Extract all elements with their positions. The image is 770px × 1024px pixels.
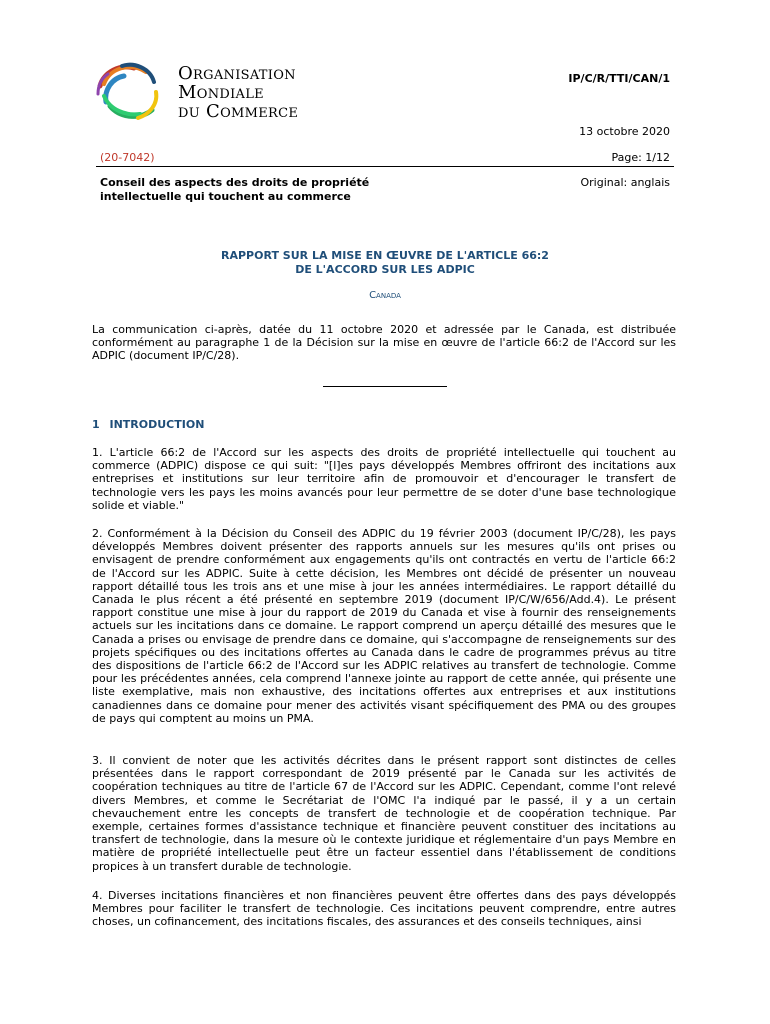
logo-line-2: Mondiale: [178, 82, 264, 103]
document-date: 13 octobre 2020: [579, 125, 670, 138]
wto-logo: [90, 58, 340, 124]
logo-line-3: du Commerce: [178, 101, 299, 122]
intro-paragraph: La communication ci-après, datée du 11 octobre 2020 et adressée par le Canada, est distribuée conformément au paragraphe 1 de la Décision sur la mise en œuvre de l'article 66:2 de l'Accord sur les ADPIC (document IP/C/28).: [92, 323, 676, 363]
report-country: Canada: [369, 290, 401, 301]
document-number: (20-7042): [100, 151, 155, 164]
paragraph-3: 3. Il convient de noter que les activités décrites dans le présent rapport sont distinctes de celles présentées dans le rapport correspondant de 2019 présenté par le Canada sur les activités de coopération techniques au titre de l'article 67 de l'Accord sur les ADPIC. Cependant, comme l'ont relevé divers Membres, et comme le Secrétariat de l'OMC l'a indiqué par le passé, il y a un certain chevauchement entre les concepts de transfert de technologie et de coopération technique. Par exemple, certaines formes d'assistance technique et financière peuvent constituer des incitations au transfert de technologie, dans la mesure où le contexte juridique et réglementaire d'un pays Membre en matière de propriété intellectuelle peut être un facteur essentiel dans l'établissement de conditions propices à un transfert durable de technologie.: [92, 754, 676, 873]
section-heading: [92, 418, 204, 431]
header-divider: [96, 166, 674, 167]
section-separator: [323, 386, 447, 387]
document-reference: IP/C/R/TTI/CAN/1: [568, 72, 670, 85]
section-title: INTRODUCTION: [109, 418, 205, 431]
wto-emblem-icon: [90, 58, 172, 124]
page-number: Page: 1/12: [611, 151, 670, 164]
logo-line-1: Organisation: [178, 63, 296, 84]
report-title: [100, 249, 670, 277]
section-number: 1: [92, 418, 100, 431]
wto-logo-text: [178, 64, 298, 121]
paragraph-4: 4. Diverses incitations financières et non financières peuvent être offertes dans des pays développés Membres pour faciliter le transfert de technologie. Ces incitations peuvent comprendre, entre autres choses, un cofinancement, des incitations fiscales, des assurances et des conseils techniques, ainsi: [92, 889, 676, 929]
original-language: Original: anglais: [580, 176, 670, 189]
council-name: Conseil des aspects des droits de propriété intellectuelle qui touchent au commerce: [100, 176, 370, 203]
report-title-line-1: RAPPORT SUR LA MISE EN ŒUVRE DE L'ARTICLE 66:2: [221, 249, 549, 262]
report-title-line-2: DE L'ACCORD SUR LES ADPIC: [295, 263, 475, 276]
paragraph-2: 2. Conformément à la Décision du Conseil des ADPIC du 19 février 2003 (document IP/C/28), les pays développés Membres doivent présenter des rapports annuels sur les mesures qu'ils ont prises ou envisagent de prendre conformément aux engagements qu'ils ont contractés en vertu de l'article 66:2 de l'Accord sur les ADPIC. Suite à cette décision, les Membres ont décidé de présenter un nouveau rapport détaillé tous les trois ans et une mise à jour les années intermédiaires. Le rapport détaillé du Canada le plus récent a été présenté en septembre 2019 (document IP/C/W/656/Add.4). Le présent rapport constitue une mise à jour du rapport de 2019 du Canada et vise à fournir des renseignements actuels sur les incitations dans ce domaine. Le rapport comprend un aperçu détaillé des mesures que le Canada a prises ou envisage de prendre dans ce domaine, qui s'accompagne de renseignements sur des projets spécifiques ou des incitations offertes au Canada dans le cadre de programmes prévus au titre des dispositions de l'article 66:2 de l'Accord sur les ADPIC relatives au transfert de technologie. Comme pour les précédentes années, cela comprend l'annexe jointe au rapport de cette année, qui présente une liste exemplative, mais non exhaustive, des incitations offertes aux entreprises et aux institutions canadiennes dans ce domaine pour mener des activités visant spécifiquement des PMA ou des groupes de pays qui comptent au moins un PMA.: [92, 527, 676, 725]
paragraph-1: 1. L'article 66:2 de l'Accord sur les aspects des droits de propriété intellectuelle qui touchent au commerce (ADPIC) dispose ce qui suit: "[l]es pays développés Membres offriront des incitations aux entreprises et institutions sur leur territoire afin de promouvoir et d'encourager le transfert de technologie vers les pays les moins avancés pour leur permettre de se doter d'une base technologique solide et viable.": [92, 446, 676, 512]
